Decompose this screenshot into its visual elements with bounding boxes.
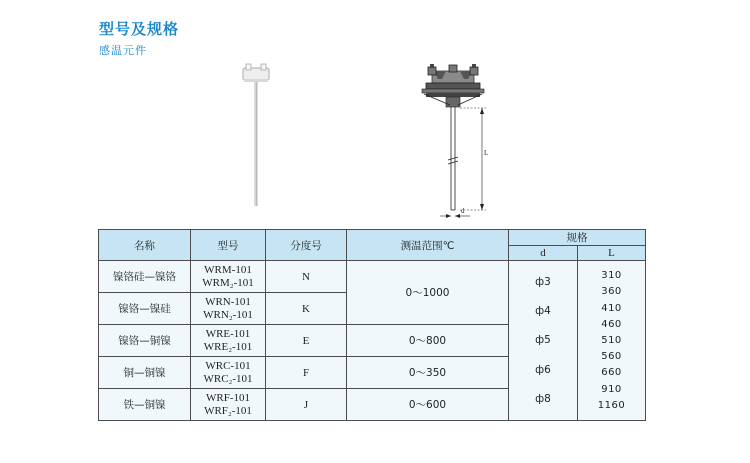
d-value: ф8	[535, 392, 551, 405]
table-cell-model: WRM-101 WRM₂-101	[191, 261, 266, 293]
spec-table	[98, 229, 646, 421]
L-value: 310	[601, 270, 622, 282]
table-cell-grade: E	[266, 325, 347, 357]
table-cell-model: WRE-101 WRE₂-101	[191, 325, 266, 357]
table-cell-name: 铁—铜镍	[99, 389, 191, 421]
table-cell-range: 0～350	[347, 357, 509, 389]
table-cell-range: 0～800	[347, 325, 509, 357]
table-cell-name: 镍铬—镍硅	[99, 293, 191, 325]
table-cell-model: WRN-101 WRN₂-101	[191, 293, 266, 325]
header-L: L	[578, 246, 646, 261]
L-value: 460	[601, 318, 622, 330]
header-grade: 分度号	[266, 230, 347, 261]
table-cell-model: WRF-101 WRF₂-101	[191, 389, 266, 421]
L-value: 910	[601, 383, 622, 395]
L-value: 410	[601, 302, 622, 314]
L-value: 660	[601, 367, 622, 379]
sensor-element-illustration	[236, 60, 276, 210]
table-cell-range: 0～600	[347, 389, 509, 421]
table-cell-range: 0～1000	[347, 261, 509, 325]
d-value: ф3	[535, 276, 551, 289]
header-range: 测温范围℃	[347, 230, 509, 261]
table-cell-name: 镍铬—铜镍	[99, 325, 191, 357]
L-value: 360	[601, 286, 622, 298]
page-title: 型号及规格	[99, 20, 180, 38]
table-cell-grade: J	[266, 389, 347, 421]
dimension-label-L: L	[484, 149, 489, 157]
header-d: d	[509, 246, 578, 261]
sensor-dimension-diagram	[412, 60, 502, 220]
d-value: ф4	[535, 305, 551, 318]
header-name: 名称	[99, 230, 191, 261]
table-cell-d-list	[509, 261, 578, 421]
table-cell-model: WRC-101 WRC₂-101	[191, 357, 266, 389]
table-cell-grade: N	[266, 261, 347, 293]
table-cell-grade: F	[266, 357, 347, 389]
d-value: ф6	[535, 363, 551, 376]
L-value: 560	[601, 351, 622, 363]
header-model: 型号	[191, 230, 266, 261]
table-cell-L-list	[578, 261, 646, 421]
header-spec: 规格	[509, 230, 646, 246]
table-cell-grade: K	[266, 293, 347, 325]
d-value: ф5	[535, 334, 551, 347]
table-cell-name: 铜—铜镍	[99, 357, 191, 389]
L-value: 510	[601, 334, 622, 346]
table-cell-name: 镍铬硅—镍铬	[99, 261, 191, 293]
dimension-label-d: d	[461, 207, 465, 215]
page-subtitle: 感温元件	[99, 44, 147, 57]
L-value: 1160	[597, 399, 626, 411]
